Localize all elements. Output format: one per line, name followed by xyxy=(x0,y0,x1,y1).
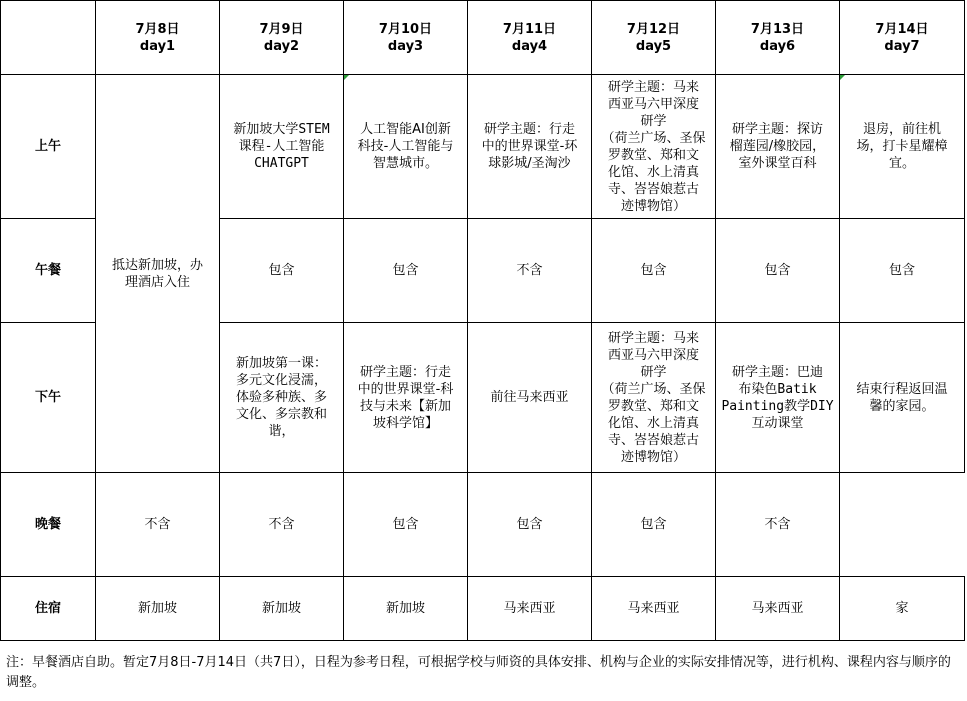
afternoon-cell-day5 xyxy=(592,323,716,473)
lodging-cell-day1: 新加坡 xyxy=(96,577,220,641)
afternoon-cell-day2 xyxy=(220,323,344,473)
afternoon-text: 研学主题：巴迪 布染色Batik Painting教学DIY 互动课堂 xyxy=(721,364,834,431)
afternoon-text: 研学主题：马来 西亚马六甲深度 研学 （荷兰广场、圣保 罗教堂、郑和文 化馆、水上清真 寺、峇峇娘惹古 迹博物馆） xyxy=(601,330,706,465)
dinner-cell-day2: 不含 xyxy=(96,473,220,577)
row-label-lunch: 午餐 xyxy=(1,219,96,323)
day1-arrival-text: 抵达新加坡，办 理酒店入住 xyxy=(111,257,203,290)
day-number: day6 xyxy=(759,38,796,54)
morning-cell-day5 xyxy=(592,75,716,219)
afternoon-text: 结束行程返回温 馨的家园。 xyxy=(856,381,948,414)
day-date: 7月8日 xyxy=(135,21,180,37)
morning-cell-day6 xyxy=(716,75,840,219)
lunch-cell-day4: 不含 xyxy=(468,219,592,323)
morning-cell-day4 xyxy=(468,75,592,219)
morning-cell-day7 xyxy=(840,75,965,219)
dinner-cell-day6: 包含 xyxy=(592,473,716,577)
lunch-cell-day3: 包含 xyxy=(344,219,468,323)
lunch-cell-day2: 包含 xyxy=(220,219,344,323)
afternoon-cell-day7 xyxy=(840,323,965,473)
morning-text: 研学主题：马来 西亚马六甲深度 研学 （荷兰广场、圣保 罗教堂、郑和文 化馆、水上清真 寺、峇峇娘惹古 迹博物馆） xyxy=(601,79,706,214)
day-date: 7月13日 xyxy=(750,21,805,37)
day-number: day2 xyxy=(263,38,300,54)
day-date: 7月10日 xyxy=(378,21,433,37)
row-label-lodging: 住宿 xyxy=(1,577,96,641)
morning-cell-day2 xyxy=(220,75,344,219)
day-date: 7月11日 xyxy=(502,21,557,37)
morning-text: 退房，前往机 场，打卡星耀樟 宜。 xyxy=(856,122,948,171)
day-header-1 xyxy=(96,1,220,75)
morning-text: 新加坡大学STEM 课程-人工智能 CHATGPT xyxy=(233,122,330,171)
day-number: day1 xyxy=(139,38,176,54)
lodging-cell-day4: 马来西亚 xyxy=(468,577,592,641)
day-header-3 xyxy=(344,1,468,75)
comment-marker-icon xyxy=(344,75,349,80)
lunch-cell-day6: 包含 xyxy=(716,219,840,323)
afternoon-cell-day3 xyxy=(344,323,468,473)
comment-marker-icon xyxy=(840,75,845,80)
afternoon-text: 新加坡第一课： 多元文化浸濡， 体验多种族、多 文化、多宗教和 谐， xyxy=(235,356,327,439)
day-date: 7月14日 xyxy=(875,21,929,37)
lodging-cell-day5: 马来西亚 xyxy=(592,577,716,641)
morning-text: 研学主题：探访 榴莲园/橡胶园， 室外课堂百科 xyxy=(729,122,826,171)
day-header-6 xyxy=(716,1,840,75)
morning-cell-day3 xyxy=(344,75,468,219)
morning-text: 人工智能AI创新 科技-人工智能与 智慧城市。 xyxy=(357,122,454,171)
dinner-cell-day7: 不含 xyxy=(716,473,840,577)
dinner-row xyxy=(1,473,965,577)
day-number: day5 xyxy=(635,38,672,54)
corner-cell xyxy=(1,1,96,75)
row-label-dinner: 晚餐 xyxy=(1,473,96,577)
day-date: 7月9日 xyxy=(259,21,304,37)
afternoon-cell-day6 xyxy=(716,323,840,473)
day-header-7 xyxy=(840,1,965,75)
lodging-cell-day6: 马来西亚 xyxy=(716,577,840,641)
lodging-row xyxy=(1,577,965,641)
afternoon-cell-day4 xyxy=(468,323,592,473)
dinner-cell-day5: 包含 xyxy=(468,473,592,577)
lodging-cell-day2: 新加坡 xyxy=(220,577,344,641)
morning-text: 研学主题：行走 中的世界课堂-环 球影城/圣淘沙 xyxy=(481,122,578,171)
dinner-cell-day4: 包含 xyxy=(344,473,468,577)
lodging-cell-day3: 新加坡 xyxy=(344,577,468,641)
row-label-morning: 上午 xyxy=(1,75,96,219)
dinner-cell-day3: 不含 xyxy=(220,473,344,577)
morning-row xyxy=(1,75,965,219)
header-row xyxy=(1,1,965,75)
day-header-5 xyxy=(592,1,716,75)
day-number: day3 xyxy=(387,38,424,54)
afternoon-text: 前往马来西亚 xyxy=(490,390,569,405)
day-header-2 xyxy=(220,1,344,75)
footnote: 注：早餐酒店自助。暂定7月8日-7月14日（共7日），日程为参考日程，可根据学校与师资的具体安排、机构与企业的实际安排情况等，进行机构、课程内容与顺序的调整。 xyxy=(6,655,951,690)
day1-arrival-cell xyxy=(96,75,220,473)
day-date: 7月12日 xyxy=(626,21,681,37)
lodging-cell-day7: 家 xyxy=(840,577,965,641)
lunch-cell-day5: 包含 xyxy=(592,219,716,323)
day-number: day4 xyxy=(511,38,548,54)
day-header-4 xyxy=(468,1,592,75)
row-label-afternoon: 下午 xyxy=(1,323,96,473)
lunch-cell-day7: 包含 xyxy=(840,219,965,323)
afternoon-text: 研学主题：行走 中的世界课堂-科 技与未来【新加 坡科学馆】 xyxy=(357,364,454,431)
day-number: day7 xyxy=(884,38,920,54)
